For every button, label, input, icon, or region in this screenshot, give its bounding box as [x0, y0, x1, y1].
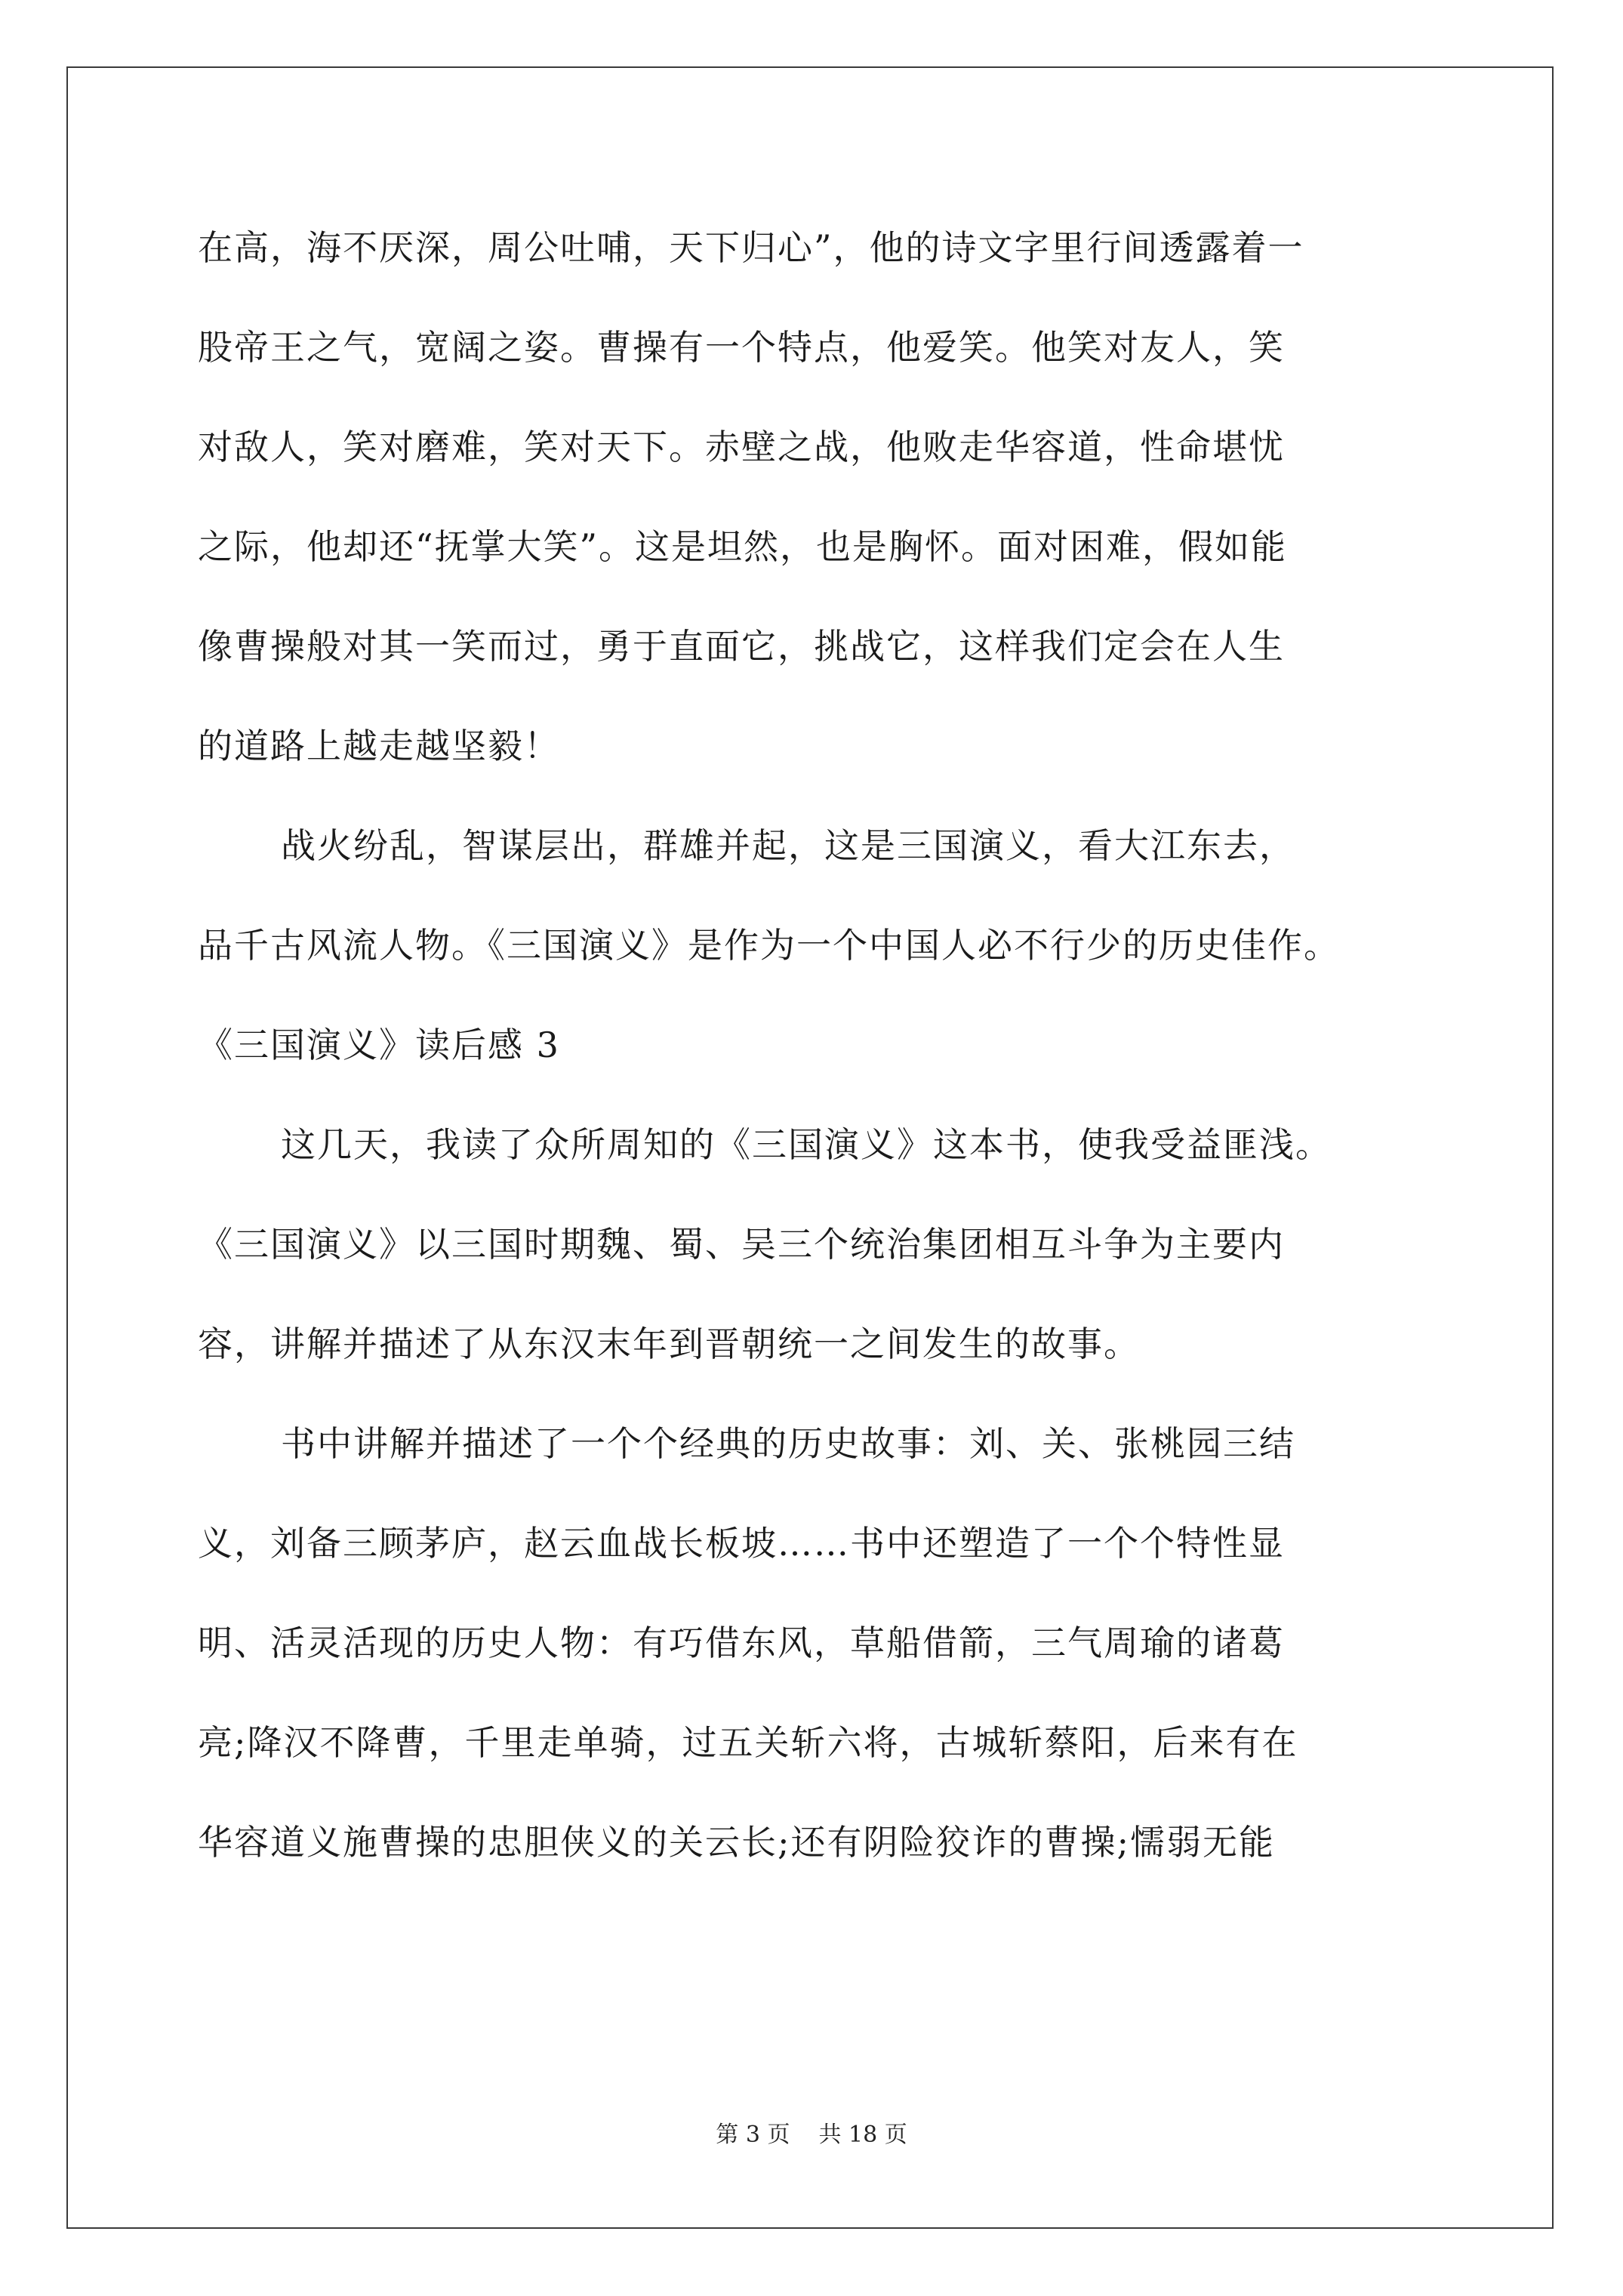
page-number: 第 3 页: [716, 2122, 790, 2148]
document-body: [198, 198, 1436, 1892]
text-line: 华容道义施曹操的忠胆侠义的关云长;还有阴险狡诈的曹操;懦弱无能: [198, 1822, 1275, 1863]
text-line: 品千古风流人物。《三国演义》是作为一个中国人必不行少的历史佳作。: [198, 925, 1340, 966]
text-line: 义，刘备三顾茅庐，赵云血战长板坡……书中还塑造了一个个特性显: [198, 1523, 1285, 1564]
text-line: 亮;降汉不降曹，千里走单骑，过五关斩六将，古城斩蔡阳，后来有在: [198, 1722, 1298, 1763]
text-line: 像曹操般对其一笑而过，勇于直面它，挑战它，这样我们定会在人生: [198, 626, 1285, 667]
section-heading: 《三国演义》读后感 3: [198, 1025, 560, 1065]
text-line: 在高，海不厌深，周公吐哺，天下归心”，他的诗文字里行间透露着一: [198, 227, 1304, 268]
text-line: 的道路上越走越坚毅！: [198, 726, 560, 766]
text-line: 书中讲解并描述了一个个经典的历史故事：刘、关、张桃园三结: [281, 1423, 1295, 1464]
text-line: 战火纷乱，智谋层出，群雄并起，这是三国演义，看大江东去，: [281, 825, 1295, 866]
text-line: 明、活灵活现的历史人物：有巧借东风，草船借箭，三气周瑜的诸葛: [198, 1623, 1285, 1663]
text-line: 对敌人，笑对磨难，笑对天下。赤壁之战，他败走华容道，性命堪忧: [198, 427, 1285, 467]
text-line: 这几天，我读了众所周知的《三国演义》这本书，使我受益匪浅。: [281, 1124, 1332, 1165]
text-line: 《三国演义》以三国时期魏、蜀、吴三个统治集团相互斗争为主要内: [198, 1224, 1285, 1265]
page-footer: [0, 2120, 1623, 2150]
text-line: 之际，他却还“抚掌大笑”。这是坦然，也是胸怀。面对困难，假如能: [198, 526, 1288, 567]
text-line: 股帝王之气，宽阔之姿。曹操有一个特点，他爱笑。他笑对友人，笑: [198, 327, 1285, 368]
page-total: 共 18 页: [818, 2122, 907, 2148]
text-line: 容，讲解并描述了从东汉末年到晋朝统一之间发生的故事。: [198, 1324, 1140, 1364]
